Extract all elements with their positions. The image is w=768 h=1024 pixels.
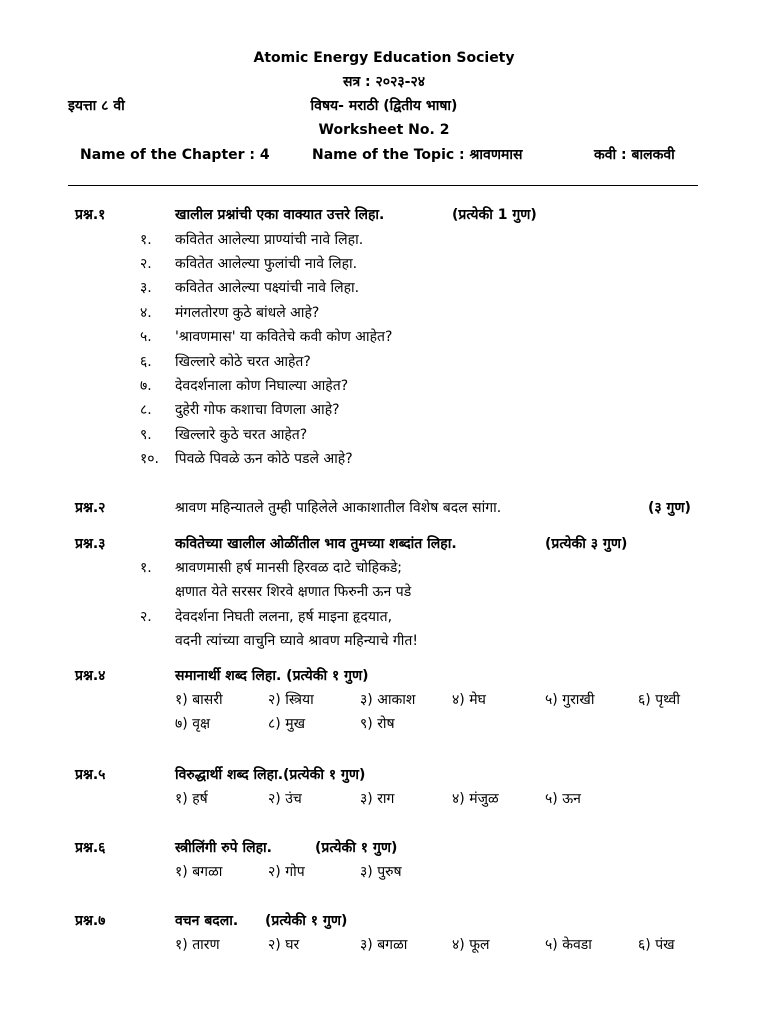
- chapter-name: Name of the Chapter : 4: [80, 147, 270, 163]
- q1-item-text: पिवळे पिवळे ऊन कोठे पडले आहे?: [175, 451, 353, 467]
- q7-word: १) तारण: [175, 937, 220, 953]
- q5-word: २) उंच: [268, 791, 302, 807]
- q1-label: प्रश्न.१: [75, 207, 106, 223]
- q7-word: ४) फूल: [452, 937, 490, 953]
- q4-label: प्रश्न.४: [75, 668, 106, 684]
- q1-item-number: ३.: [140, 280, 152, 296]
- q4-word: ३) आकाश: [360, 692, 416, 708]
- q1-item-number: ९.: [140, 427, 152, 443]
- q3-marks: (प्रत्येकी ३ गुण): [545, 536, 628, 552]
- q5-word: ३) राग: [360, 791, 395, 807]
- q3-item-number: २.: [140, 609, 152, 625]
- q5-word: १) हर्ष: [175, 791, 208, 807]
- q1-item-number: ७.: [140, 378, 152, 394]
- q7-word: ६) पंख: [638, 937, 675, 953]
- q7-word: ५) केवडा: [545, 937, 592, 953]
- q1-item-text: दुहेरी गोफ कशाचा विणला आहे?: [175, 402, 340, 418]
- q4-word: ६) पृथ्वी: [638, 692, 680, 708]
- q6-label: प्रश्न.६: [75, 840, 106, 856]
- q5-word: ४) मंजुळ: [452, 791, 499, 807]
- class-label: इयत्ता ८ वी: [68, 98, 125, 114]
- q1-item-text: कवितेत आलेल्या फुलांची नावे लिहा.: [175, 256, 358, 272]
- q4-word: २) स्त्रिया: [268, 692, 314, 708]
- q7-label: प्रश्न.७: [75, 913, 106, 929]
- q1-item-text: खिल्लारे कुठे चरत आहेत?: [175, 427, 308, 443]
- q6-word: २) गोप: [268, 864, 305, 880]
- q6-word: १) बगळा: [175, 864, 223, 880]
- q1-item-text: देवदर्शनाला कोण निघाल्या आहेत?: [175, 378, 349, 394]
- q5-title: विरुद्धार्थी शब्द लिहा.(प्रत्येकी १ गुण): [175, 767, 366, 783]
- poet-name: कवी : बालकवी: [594, 147, 675, 163]
- q4-word: ८) मुख: [268, 716, 306, 732]
- org-title: Atomic Energy Education Society: [253, 50, 515, 66]
- q1-item-text: 'श्रावणमास' या कवितेचे कवी कोण आहेत?: [175, 329, 393, 345]
- q2-label: प्रश्न.२: [75, 500, 106, 516]
- worksheet-number: Worksheet No. 2: [318, 122, 450, 138]
- q4-word: १) बासरी: [175, 692, 223, 708]
- q3-item-number: १.: [140, 560, 152, 576]
- q5-label: प्रश्न.५: [75, 767, 106, 783]
- q4-word: ४) मेघ: [452, 692, 486, 708]
- subject: विषय- मराठी (द्वितीय भाषा): [310, 98, 458, 114]
- q4-word: ९) रोष: [360, 716, 395, 732]
- q5-word: ५) ऊन: [545, 791, 581, 807]
- q7-title: वचन बदला.: [175, 913, 239, 929]
- q1-item-number: २.: [140, 256, 152, 272]
- q1-marks: (प्रत्येकी 1 गुण): [452, 207, 537, 223]
- q1-item-number: ६.: [140, 354, 152, 370]
- q1-item-number: १.: [140, 232, 152, 248]
- q2-marks: (३ गुण): [648, 500, 691, 516]
- q1-item-number: ४.: [140, 305, 152, 321]
- q1-title: खालील प्रश्नांची एका वाक्यात उत्तरे लिहा.: [175, 207, 385, 223]
- q1-item-text: कवितेत आलेल्या प्राण्यांची नावे लिहा.: [175, 232, 364, 248]
- q3-verse-line: क्षणात येते सरसर शिरवे क्षणात फिरुनी ऊन पडे: [175, 584, 412, 600]
- q7-word: २) घर: [268, 937, 300, 953]
- q1-item-text: कवितेत आलेल्या पक्ष्यांची नावे लिहा.: [175, 280, 360, 296]
- session: सत्र : २०२३-२४: [342, 74, 426, 90]
- q7-word: ३) बगळा: [360, 937, 408, 953]
- q4-word: ५) गुराखी: [545, 692, 595, 708]
- q4-word: ७) वृक्ष: [175, 716, 211, 732]
- q1-item-number: ५.: [140, 329, 152, 345]
- q7-marks: (प्रत्येकी १ गुण): [265, 913, 348, 929]
- q6-marks: (प्रत्येकी १ गुण): [315, 840, 398, 856]
- q4-title: समानार्थी शब्द लिहा. (प्रत्येकी १ गुण): [175, 668, 369, 684]
- q6-title: स्त्रीलिंगी रुपे लिहा.: [175, 840, 272, 856]
- q3-title: कवितेच्या खालील ओळींतील भाव तुमच्या शब्दांत लिहा.: [175, 536, 457, 552]
- topic-name: Name of the Topic : श्रावणमास: [312, 147, 523, 163]
- q6-word: ३) पुरुष: [360, 864, 402, 880]
- q3-verse-line: वदनी त्यांच्या वाचुनि घ्यावे श्रावण महिन्याचे गीत!: [175, 633, 419, 649]
- q1-item-text: खिल्लारे कोठे चरत आहेत?: [175, 354, 311, 370]
- q3-verse-line: श्रावणमासी हर्ष मानसी हिरवळ दाटे चोहिकडे;: [175, 560, 403, 576]
- q3-label: प्रश्न.३: [75, 536, 106, 552]
- q2-text: श्रावण महिन्यातले तुम्ही पाहिलेले आकाशातील विशेष बदल सांगा.: [175, 500, 502, 516]
- q1-item-text: मंगलतोरण कुठे बांधले आहे?: [175, 305, 320, 321]
- header-divider: [68, 185, 698, 186]
- q1-item-number: ८.: [140, 402, 152, 418]
- q1-item-number: १०.: [140, 451, 160, 467]
- q3-verse-line: देवदर्शना निघती ललना, हर्ष माइना हृदयात,: [175, 609, 393, 625]
